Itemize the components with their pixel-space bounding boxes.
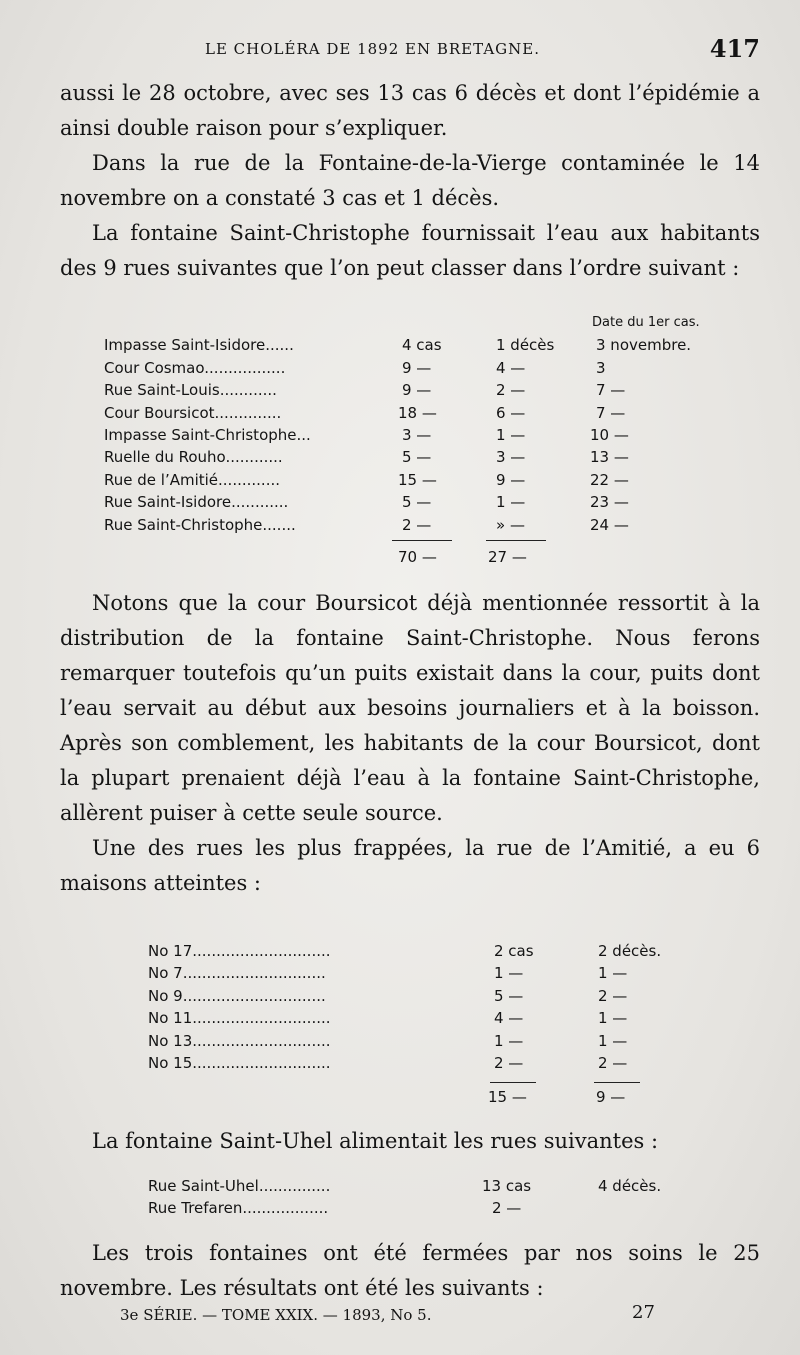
paragraph-5: Une des rues les plus frappées, la rue de l’Amitié, a eu 6 maisons atteintes : [60, 836, 760, 895]
street-name: Cour Cosmao................. [104, 358, 286, 377]
page-number: 417 [709, 34, 760, 63]
table-header-row [104, 312, 744, 334]
date-value: 10 — [590, 425, 629, 444]
house-number: No 15............................. [148, 1053, 331, 1072]
deaths-value: 9 — [496, 470, 526, 489]
cases-value: 2 — [492, 1199, 522, 1218]
totals-row [488, 1086, 688, 1108]
deaths-value: 1 décès [496, 336, 555, 355]
text-block-4 [60, 1236, 760, 1306]
deaths-value: 2 — [598, 1053, 628, 1072]
table-row [148, 1175, 688, 1197]
saint-uhel-table [148, 1175, 688, 1220]
text-block-2 [60, 586, 760, 901]
street-name: Cour Boursicot.............. [104, 403, 282, 422]
cases-value: 5 — [402, 493, 432, 512]
deaths-value: 2 — [496, 381, 526, 400]
date-value: 3 novembre. [596, 336, 692, 355]
sum-rule-deaths [594, 1082, 640, 1083]
page-footer [120, 1302, 660, 1336]
deaths-value: 2 décès. [598, 942, 662, 960]
date-value: 3 [596, 358, 606, 377]
deaths-value: » — [496, 515, 525, 534]
deaths-value: 1 — [496, 425, 526, 444]
paragraph-1: aussi le 28 octobre, avec ses 13 cas 6 décès et dont l’épidémie a ainsi double raison pour s’expliquer. [60, 81, 760, 140]
cases-value: 9 — [402, 358, 432, 377]
cases-value: 18 — [398, 403, 437, 422]
total-deaths: 9 — [596, 1088, 626, 1106]
deaths-value: 1 — [496, 493, 526, 512]
date-value: 22 — [590, 470, 629, 489]
paragraph-7: Les trois fontaines ont été fermées par nos soins le 25 novembre. Les résultats ont été les suivants : [60, 1241, 760, 1300]
text-block-1 [60, 76, 760, 286]
house-number: No 13............................. [148, 1031, 331, 1050]
table-row [104, 469, 744, 491]
total-cases: 15 — [488, 1088, 527, 1106]
deaths-value: 1 — [598, 1031, 628, 1050]
sum-rule-cases [490, 1082, 536, 1083]
running-head [205, 34, 760, 66]
street-name: Ruelle du Rouho............ [104, 448, 283, 467]
cases-value: 15 — [398, 470, 437, 489]
house-number: No 17............................. [148, 942, 331, 960]
cases-value: 2 cas [494, 942, 534, 960]
street-name: Rue de l’Amitié............. [104, 470, 281, 489]
street-name: Rue Trefaren.................. [148, 1199, 329, 1218]
table-row [104, 446, 744, 468]
streets-table [104, 312, 744, 536]
paragraph-6: La fontaine Saint-Uhel alimentait les rues suivantes : [92, 1129, 659, 1153]
house-number: No 9.............................. [148, 986, 326, 1005]
deaths-value: 1 — [598, 964, 628, 983]
paragraph-3: La fontaine Saint-Christophe fournissait l’eau aux habitants des 9 rues suivantes que l’on peut classer dans l’ordre suivant : [60, 221, 760, 280]
table-row [104, 334, 744, 356]
total-cases: 70 — [398, 548, 437, 566]
table1-totals [398, 546, 598, 568]
total-deaths: 27 — [488, 548, 527, 566]
text-block-3 [60, 1124, 760, 1159]
deaths-value: 4 — [496, 358, 526, 377]
cases-value: 4 cas [402, 336, 442, 355]
street-name: Impasse Saint-Isidore...... [104, 336, 294, 355]
table-row [148, 1007, 668, 1029]
table-row [148, 1197, 688, 1219]
cases-value: 5 — [494, 986, 524, 1005]
deaths-value: 4 décès. [598, 1177, 662, 1195]
table-row [148, 1030, 668, 1052]
totals-row [398, 546, 598, 568]
street-name: Rue Saint-Uhel............... [148, 1177, 331, 1195]
deaths-value: 3 — [496, 448, 526, 467]
cases-value: 1 — [494, 1031, 524, 1050]
table-row [104, 379, 744, 401]
date-value: 13 — [590, 448, 629, 467]
signature-number: 27 [632, 1302, 655, 1323]
cases-value: 3 — [402, 425, 432, 444]
street-name: Rue Saint-Christophe....... [104, 515, 296, 534]
deaths-value: 1 — [598, 1009, 628, 1028]
table-row [148, 962, 668, 984]
date-value: 7 — [596, 403, 626, 422]
sum-rule-cases [392, 540, 452, 541]
deaths-value: 2 — [598, 986, 628, 1005]
paragraph-2: Dans la rue de la Fontaine-de-la-Vierge contaminée le 14 novembre on a constaté 3 cas et 1 décès. [60, 151, 760, 210]
table-row [148, 985, 668, 1007]
cases-value: 9 — [402, 381, 432, 400]
cases-value: 2 — [494, 1053, 524, 1072]
table2-totals [488, 1086, 688, 1108]
table-row [104, 424, 744, 446]
cases-value: 4 — [494, 1009, 524, 1028]
house-number: No 7.............................. [148, 964, 326, 983]
street-name: Rue Saint-Louis............ [104, 381, 277, 400]
cases-value: 2 — [402, 515, 432, 534]
table-row [104, 491, 744, 513]
table-row [104, 402, 744, 424]
paragraph-4: Notons que la cour Boursicot déjà mentionnée ressortit à la distribution de la fontaine Saint-Christophe. Nous ferons remarquer toutefois qu’un puits existait dans la cour, puits dont l’eau servait au début aux besoins journaliers et à la boisson. Après son comblement, les habitants de la cour Boursicot, dont la plupart prenaient déjà l’eau à la fontaine Saint-Christophe, allèrent puiser à cette seule source. [60, 591, 760, 825]
cases-value: 13 cas [482, 1177, 532, 1195]
cases-value: 1 — [494, 964, 524, 983]
deaths-value: 6 — [496, 403, 526, 422]
series-line: 3e SÉRIE. — TOME XXIX. — 1893, No 5. [120, 1306, 432, 1324]
cases-value: 5 — [402, 448, 432, 467]
table-row [104, 357, 744, 379]
table-row [148, 940, 668, 962]
street-name: Rue Saint-Isidore............ [104, 493, 289, 512]
table-row [148, 1052, 668, 1074]
table-row [104, 514, 744, 536]
sum-rule-deaths [486, 540, 546, 541]
date-value: 23 — [590, 493, 629, 512]
date-value: 7 — [596, 381, 626, 400]
running-title: LE CHOLÉRA DE 1892 EN BRETAGNE. [205, 40, 540, 58]
house-number: No 11............................. [148, 1009, 331, 1028]
street-name: Impasse Saint-Christophe... [104, 425, 311, 444]
date-value: 24 — [590, 515, 629, 534]
houses-table [148, 940, 668, 1074]
date-header: Date du 1er cas. [592, 315, 700, 330]
